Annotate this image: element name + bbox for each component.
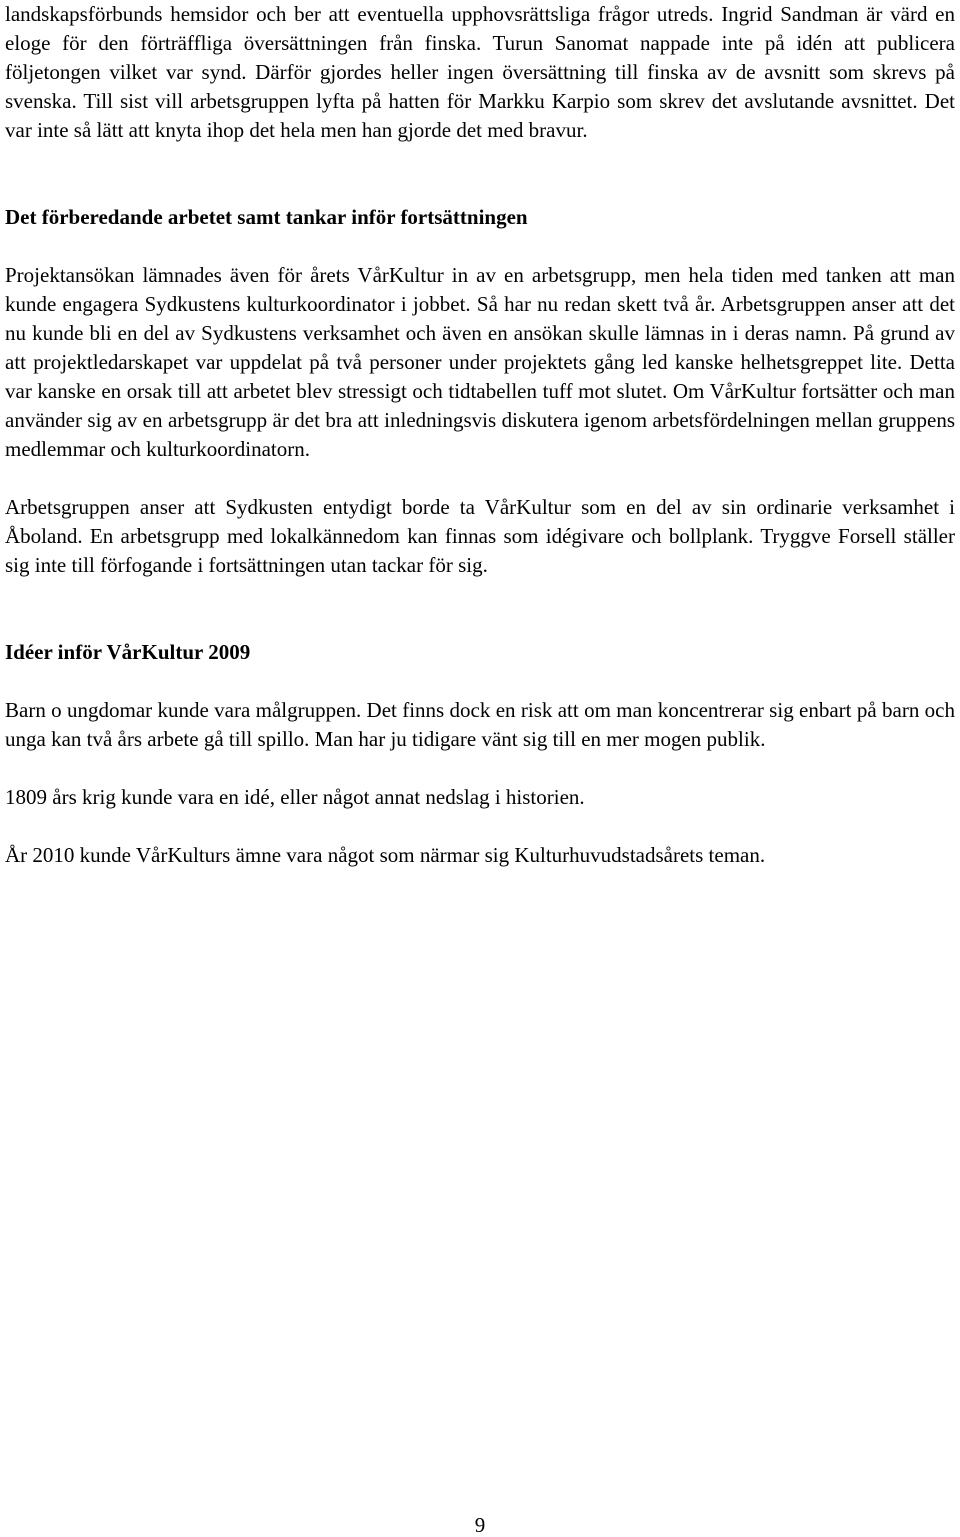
section2-paragraph-2: 1809 års krig kunde vara en idé, eller något annat nedslag i historien.	[5, 785, 585, 809]
document-page	[5, 0, 955, 870]
section2-paragraph-1: Barn o ungdomar kunde vara målgruppen. Det finns dock en risk att om man koncentrerar sig enbart på barn och unga kan två års arbete gå till spillo. Man har ju tidigare vänt sig till en mer mogen publik.	[5, 698, 955, 751]
section-heading-preparatory-work: Det förberedande arbetet samt tankar inför fortsättningen	[5, 205, 528, 229]
section-heading-ideas-2009: Idéer inför VårKultur 2009	[5, 640, 251, 664]
section1-paragraph-2: Arbetsgruppen anser att Sydkusten entydigt borde ta VårKultur som en del av sin ordinarie verksamhet i Åboland. En arbetsgrupp med lokalkännedom kan finnas som idégivare och bollplank. Tryggve Forsell ställer sig inte till förfogande i fortsättningen utan tackar för sig.	[5, 495, 955, 577]
section1-paragraph-1: Projektansökan lämnades även för årets VårKultur in av en arbetsgrupp, men hela tiden med tanken att man kunde engagera Sydkustens kulturkoordinator i jobbet. Så har nu redan skett två år. Arbetsgruppen anser att det nu kunde bli en del av Sydkustens verksamhet och även en ansökan skulle lämnas in i deras namn. På grund av att projektledarskapet var uppdelat på två personer under projektets gång led kanske helhetsgreppet lite. Detta var kanske en orsak till att arbetet blev stressigt och tidtabellen tuff mot slutet. Om VårKultur fortsätter och man använder sig av en arbetsgrupp är det bra att inledningsvis diskutera igenom arbetsfördelningen mellan gruppens medlemmar och kulturkoordinatorn.	[5, 263, 955, 461]
page-number: 9	[474, 1513, 486, 1537]
intro-paragraph: landskapsförbunds hemsidor och ber att eventuella upphovsrättsliga frågor utreds. Ingrid Sandman är värd en eloge för den förträffliga översättningen från finska. Turun Sanomat nappade inte på idén att publicera följetongen vilket var synd. Därför gjordes heller ingen översättning till finska av de avsnitt som skrevs på svenska. Till sist vill arbetsgruppen lyfta på hatten för Markku Karpio som skrev det avslutande avsnittet. Det var inte så lätt att knyta ihop det hela men han gjorde det med bravur.	[5, 2, 955, 142]
section2-paragraph-3: År 2010 kunde VårKulturs ämne vara något som närmar sig Kulturhuvudstadsårets teman.	[5, 843, 766, 867]
